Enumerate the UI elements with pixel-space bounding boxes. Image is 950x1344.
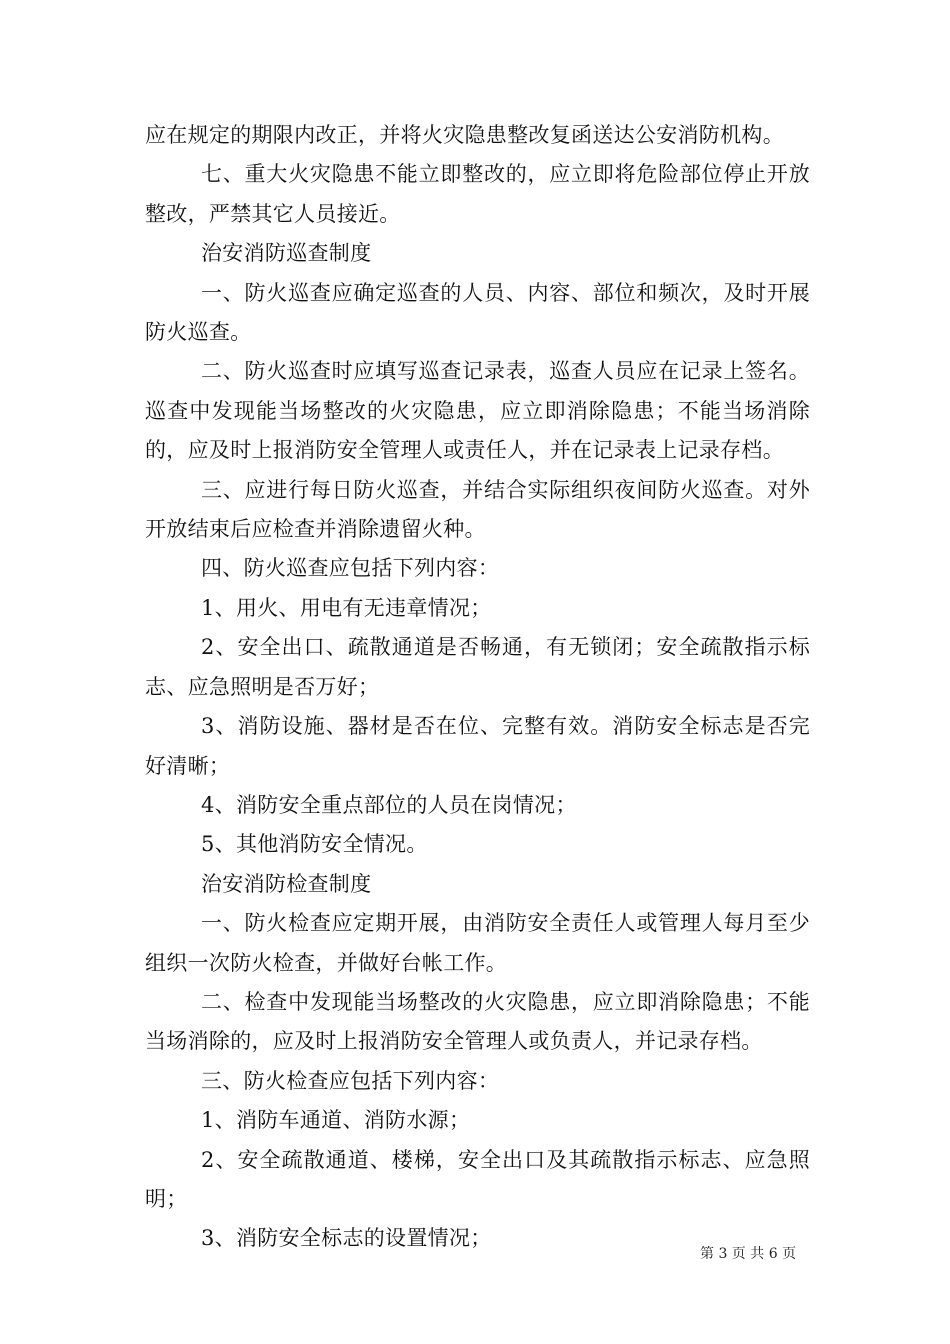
list-item: 3、消防设施、器材是否在位、完整有效。消防安全标志是否完好清晰； <box>145 714 810 778</box>
paragraph: 二、防火巡查时应填写巡查记录表，巡查人员应在记录上签名。巡查中发现能当场整改的火灾隐患，应立即消除隐患；不能当场消除的，应及时上报消防安全管理人或责任人，并在记录表上记录存档。 <box>145 359 810 463</box>
list-item: 4、消防安全重点部位的人员在岗情况； <box>201 792 577 817</box>
paragraph: 七、重大火灾隐患不能立即整改的，应立即将危险部位停止开放整改，严禁其它人员接近。 <box>145 162 810 226</box>
list-item: 1、用火、用电有无违章情况； <box>201 595 492 620</box>
paragraph: 一、防火巡查应确定巡查的人员、内容、部位和频次，及时开展防火巡查。 <box>145 280 810 345</box>
paragraph: 一、防火检查应定期开展，由消防安全责任人或管理人每月至少组织一次防火检查，并做好台帐工作。 <box>145 911 810 975</box>
list-item: 1、消防车通道、消防水源； <box>201 1108 471 1133</box>
paragraph: 二、检查中发现能当场整改的火灾隐患，应立即消除隐患；不能当场消除的，应及时上报消防安全管理人或负责人，并记录存档。 <box>145 989 810 1054</box>
paragraph: 三、防火检查应包括下列内容： <box>201 1068 500 1093</box>
list-item: 5、其他消防安全情况。 <box>201 832 428 857</box>
paragraph: 应在规定的期限内改正，并将火灾隐患整改复函送达公安消防机构。 <box>145 123 784 147</box>
section-heading: 治安消防检查制度 <box>201 871 372 896</box>
paragraph: 三、应进行每日防火巡查，并结合实际组织夜间防火巡查。对外开放结束后应检查并消除遗留火种。 <box>145 477 810 542</box>
list-item: 2、安全疏散通道、楼梯，安全出口及其疏散指示标志、应急照明； <box>145 1147 810 1211</box>
page-number: 第 3 页 共 6 页 <box>700 1246 797 1262</box>
list-item: 3、消防安全标志的设置情况； <box>201 1226 492 1251</box>
document-body <box>145 116 810 1259</box>
list-item: 2、安全出口、疏散通道是否畅通，有无锁闭；安全疏散指示标志、应急照明是否万好； <box>145 635 810 699</box>
paragraph: 四、防火巡查应包括下列内容： <box>201 556 500 581</box>
section-heading: 治安消防巡查制度 <box>201 241 372 266</box>
